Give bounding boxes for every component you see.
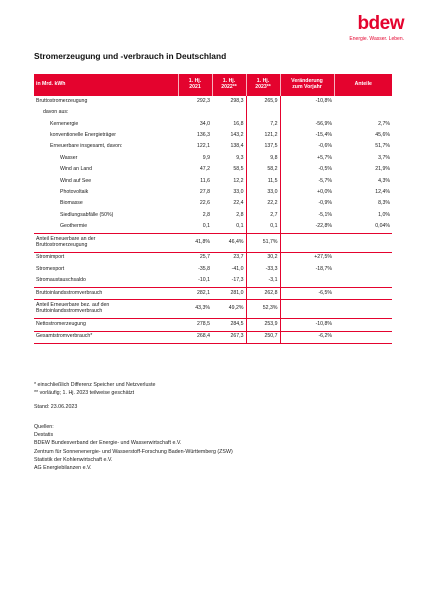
page-title: Stromerzeugung und -verbrauch in Deutschland xyxy=(34,51,227,61)
value-share xyxy=(334,264,392,275)
header-unit: in Mrd. kWh xyxy=(34,74,178,96)
table-row xyxy=(34,287,392,299)
value-2021: -35,8 xyxy=(198,265,210,272)
value-share: 1,0% xyxy=(378,211,390,218)
value-change: -22,8% xyxy=(315,223,332,230)
value-2022: 281,0 xyxy=(212,287,246,299)
row-label: Erneuerbare insgesamt, davon: xyxy=(50,143,123,150)
value-2022: 22,4 xyxy=(233,200,244,207)
value-2022: 0,1 xyxy=(236,223,244,230)
value-2023: 2,7 xyxy=(246,210,280,221)
logo-wordmark: bdew xyxy=(357,13,404,34)
sources xyxy=(34,423,233,472)
value-2022: 298,3 xyxy=(230,97,244,104)
value-2021: 292,3 xyxy=(197,97,210,104)
value-2023: 52,3% xyxy=(246,300,280,319)
header-share: Anteile xyxy=(334,74,392,96)
value-2021: 136,3 xyxy=(197,131,210,138)
value-share: 21,9% xyxy=(375,166,390,173)
value-change: -0,9% xyxy=(318,200,332,207)
source-item: BDEW Bundesverband der Energie- und Wasserwirtschaft e.V. xyxy=(34,440,182,447)
value-2023: 33,0 xyxy=(246,187,280,198)
value-change: -0,6% xyxy=(318,143,332,150)
table-row xyxy=(34,300,392,319)
value-2021: 11,6 xyxy=(200,177,210,184)
value-2021: -10,1 xyxy=(198,277,210,284)
value-2023: 58,2 xyxy=(246,164,280,175)
table-row xyxy=(34,221,392,233)
value-2022: -17,3 xyxy=(231,277,244,284)
value-2021: 41,8% xyxy=(178,233,212,252)
footnote: ** vorläufig; 1. Hj. 2023 teilweise geschätzt xyxy=(34,390,135,396)
table-row xyxy=(34,264,392,275)
value-change: -56,9% xyxy=(315,120,332,127)
value-2022: 9,3 xyxy=(236,154,244,161)
value-2021: 2,8 xyxy=(202,211,210,218)
value-change: -10,8% xyxy=(315,97,332,104)
row-label: Biomasse xyxy=(60,200,83,207)
value-2023: 0,1 xyxy=(246,221,280,233)
value-2021: 25,7 xyxy=(199,254,210,261)
value-2022: 143,2 xyxy=(230,131,244,138)
value-2021 xyxy=(178,107,212,118)
value-2023: 253,9 xyxy=(246,319,280,331)
value-2021: 282,1 xyxy=(178,287,212,299)
value-2021: 43,3% xyxy=(178,300,212,319)
value-2022: 16,8 xyxy=(233,120,244,127)
row-label: Siedlungsabfälle (50%) xyxy=(60,211,114,218)
value-change: +5,7% xyxy=(317,154,332,161)
value-share xyxy=(334,107,392,118)
value-change xyxy=(280,107,334,118)
row-label: Kernenergie xyxy=(50,120,79,127)
value-share: 4,3% xyxy=(378,177,390,184)
row-label: davon aus: xyxy=(43,109,69,116)
value-share xyxy=(334,319,392,331)
header-2022: 1. Hj. 2022** xyxy=(212,74,246,96)
stand-date: Stand: 23.06.2023 xyxy=(34,404,78,410)
value-2023: 121,2 xyxy=(246,130,280,141)
table-row xyxy=(34,275,392,287)
table-row xyxy=(34,130,392,141)
value-share xyxy=(334,252,392,264)
table-row xyxy=(34,199,392,210)
value-2021: 0,1 xyxy=(202,223,210,230)
value-2022: -41,0 xyxy=(231,265,244,272)
table-row xyxy=(34,176,392,187)
header-2023: 1. Hj. 2023** xyxy=(246,74,280,96)
value-share xyxy=(334,233,392,252)
value-2022: 33,0 xyxy=(233,188,244,195)
value-change: -10,8% xyxy=(280,319,334,331)
value-change: -15,4% xyxy=(315,131,332,138)
table-row xyxy=(34,153,392,164)
value-2023: -33,3 xyxy=(246,264,280,275)
logo-tagline: Energie. Wasser. Leben. xyxy=(349,36,404,42)
table-row xyxy=(34,319,392,331)
value-change: -18,7% xyxy=(315,265,332,272)
bdew-logo xyxy=(338,14,404,42)
value-share: 12,4% xyxy=(375,188,390,195)
value-2023 xyxy=(246,107,280,118)
table-row xyxy=(34,187,392,198)
value-share: 8,3% xyxy=(378,200,390,207)
row-label: Gesamtstromverbrauch* xyxy=(34,331,178,343)
value-change xyxy=(280,275,334,287)
row-label: Nettostromerzeugung xyxy=(34,319,178,331)
value-2023: 9,8 xyxy=(246,153,280,164)
source-item: Zentrum für Sonnenenergie- und Wasserstoff-Forschung Baden-Württemberg (ZSW) xyxy=(34,448,233,455)
value-change: -0,5% xyxy=(318,166,332,173)
value-2021: 268,4 xyxy=(178,331,212,343)
row-label: Geothermie xyxy=(60,223,88,230)
row-label: Bruttostromerzeugung xyxy=(36,97,88,104)
data-table xyxy=(34,74,392,344)
row-label: Stromimport xyxy=(36,254,65,261)
footnote: * einschließlich Differenz Speicher und Netzverluste xyxy=(34,382,156,388)
value-share: 0,04% xyxy=(375,223,390,230)
table-row xyxy=(34,210,392,221)
value-2021: 47,2 xyxy=(199,166,210,173)
value-change: -6,2% xyxy=(280,331,334,343)
value-2021: 9,9 xyxy=(202,154,210,161)
table-row xyxy=(34,96,392,107)
value-2023: 30,2 xyxy=(246,252,280,264)
header-2021: 1. Hj. 2021 xyxy=(178,74,212,96)
value-change: -5,7% xyxy=(318,177,332,184)
value-share xyxy=(334,275,392,287)
row-label: konventionelle Energieträger xyxy=(50,131,117,138)
value-2023: 137,5 xyxy=(246,142,280,153)
value-share xyxy=(334,300,392,319)
table-row xyxy=(34,252,392,264)
value-share: 51,7% xyxy=(375,143,390,150)
value-2023: 11,5 xyxy=(246,176,280,187)
table-row xyxy=(34,164,392,175)
value-2022: 46,4% xyxy=(212,233,246,252)
table-row xyxy=(34,142,392,153)
table-header-row xyxy=(34,74,392,96)
value-change: -5,1% xyxy=(318,211,332,218)
value-2022 xyxy=(212,107,246,118)
value-2022: 23,7 xyxy=(233,254,244,261)
value-share xyxy=(334,331,392,343)
footnotes xyxy=(34,381,156,397)
value-2022: 284,5 xyxy=(212,319,246,331)
row-label: Wind an Land xyxy=(60,166,93,173)
value-2022: 2,8 xyxy=(236,211,244,218)
value-2023: 250,7 xyxy=(246,331,280,343)
value-change xyxy=(280,233,334,252)
value-2023: 265,9 xyxy=(246,96,280,107)
value-2022: 49,2% xyxy=(212,300,246,319)
table-row xyxy=(34,233,392,252)
row-label: Photovoltaik xyxy=(60,188,89,195)
value-2023: 51,7% xyxy=(246,233,280,252)
table-row xyxy=(34,331,392,343)
value-2021: 22,6 xyxy=(199,200,210,207)
value-2023: -3,1 xyxy=(246,275,280,287)
value-2022: 267,3 xyxy=(212,331,246,343)
value-2021: 34,0 xyxy=(199,120,210,127)
row-label: Anteil Erneuerbare bez. auf den Bruttoinlandsstromverbrauch xyxy=(34,300,178,319)
value-share: 3,7% xyxy=(378,154,390,161)
value-2022: 12,2 xyxy=(233,177,244,184)
value-change xyxy=(280,300,334,319)
table-row xyxy=(34,107,392,118)
source-item: AG Energiebilanzen e.V. xyxy=(34,465,92,472)
value-change: +27,5% xyxy=(314,254,332,261)
value-2022: 58,5 xyxy=(233,166,244,173)
value-change: -6,5% xyxy=(280,287,334,299)
value-2021: 27,8 xyxy=(199,188,210,195)
value-share xyxy=(334,287,392,299)
row-label: Anteil Erneuerbare an der Bruttostromerzeugung xyxy=(34,233,178,252)
value-2021: 122,1 xyxy=(197,143,210,150)
value-2022: 138,4 xyxy=(230,143,244,150)
header-change: Veränderung zum Vorjahr xyxy=(280,74,334,96)
value-change: +0,0% xyxy=(317,188,332,195)
source-item: Statistik der Kohlenwirtschaft e.V. xyxy=(34,456,113,463)
value-2021: 278,5 xyxy=(178,319,212,331)
sources-heading: Quellen: xyxy=(34,424,54,430)
value-share: 45,6% xyxy=(375,131,390,138)
row-label: Wind auf See xyxy=(60,177,92,184)
value-2023: 7,2 xyxy=(246,119,280,130)
row-label: Wasser xyxy=(60,154,78,161)
table-row xyxy=(34,119,392,130)
row-label: Bruttoinlandsstromverbrauch xyxy=(34,287,178,299)
value-2023: 22,2 xyxy=(246,199,280,210)
value-share: 2,7% xyxy=(378,120,390,127)
row-label: Stromexport xyxy=(36,265,65,272)
source-item: Destatis xyxy=(34,432,54,439)
value-2023: 262,8 xyxy=(246,287,280,299)
row-label: Stromaustauschsaldo xyxy=(36,277,86,284)
value-share xyxy=(334,96,392,107)
